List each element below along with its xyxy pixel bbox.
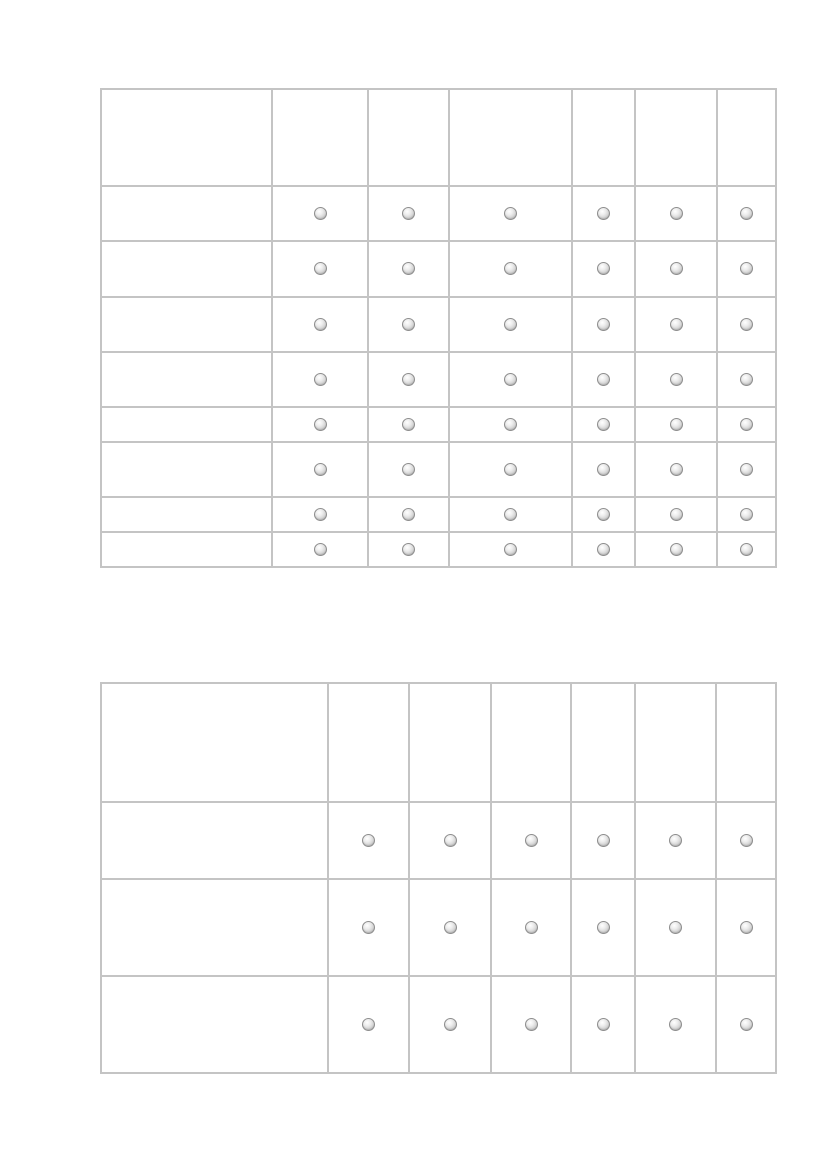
table-row — [101, 241, 776, 297]
column-header-3 — [491, 683, 571, 802]
option-cell — [572, 442, 635, 497]
table-row — [101, 879, 776, 976]
option-cell — [717, 532, 776, 567]
row-label — [101, 802, 328, 879]
matrix1-r5-option-4-radio[interactable] — [597, 418, 610, 431]
option-cell — [272, 297, 368, 352]
option-cell — [635, 407, 717, 442]
option-cell — [571, 976, 635, 1073]
matrix1-r3-option-3-radio[interactable] — [504, 318, 517, 331]
option-cell — [572, 497, 635, 532]
matrix1-r6-option-6-radio[interactable] — [740, 463, 753, 476]
header-row — [101, 683, 776, 802]
row-label — [101, 976, 328, 1073]
option-cell — [449, 407, 572, 442]
matrix2-r3-option-4-radio[interactable] — [597, 1018, 610, 1031]
option-cell — [572, 241, 635, 297]
option-cell — [368, 407, 449, 442]
table-row — [101, 407, 776, 442]
matrix1-r5-option-1-radio[interactable] — [314, 418, 327, 431]
option-cell — [368, 442, 449, 497]
option-cell — [409, 802, 491, 879]
matrix1-r3-option-1-radio[interactable] — [314, 318, 327, 331]
option-cell — [272, 497, 368, 532]
matrix1-r2-option-1-radio[interactable] — [314, 262, 327, 275]
option-cell — [635, 297, 717, 352]
matrix1-r7-option-6-radio[interactable] — [740, 508, 753, 521]
column-header-2 — [409, 683, 491, 802]
matrix2-r3-option-5-radio[interactable] — [669, 1018, 682, 1031]
header-corner-cell — [101, 683, 328, 802]
table-row — [101, 352, 776, 407]
row-label — [101, 186, 272, 241]
option-cell — [491, 976, 571, 1073]
option-cell — [368, 532, 449, 567]
header-corner-cell — [101, 89, 272, 186]
rating-matrix-1 — [100, 88, 777, 568]
option-cell — [717, 241, 776, 297]
row-label — [101, 879, 328, 976]
matrix1-r8-option-5-radio[interactable] — [670, 543, 683, 556]
matrix1-r2-option-2-radio[interactable] — [402, 262, 415, 275]
option-cell — [635, 186, 717, 241]
option-cell — [272, 532, 368, 567]
option-cell — [368, 352, 449, 407]
matrix1-r6-option-4-radio[interactable] — [597, 463, 610, 476]
matrix1-r5-option-2-radio[interactable] — [402, 418, 415, 431]
column-header-6 — [716, 683, 776, 802]
option-cell — [635, 532, 717, 567]
matrix1-r6-option-2-radio[interactable] — [402, 463, 415, 476]
matrix1-r3-option-4-radio[interactable] — [597, 318, 610, 331]
column-header-2 — [368, 89, 449, 186]
option-cell — [717, 297, 776, 352]
table-row — [101, 297, 776, 352]
option-cell — [717, 442, 776, 497]
matrix1-r5-option-6-radio[interactable] — [740, 418, 753, 431]
option-cell — [635, 497, 717, 532]
option-cell — [635, 879, 716, 976]
matrix1-r8-option-2-radio[interactable] — [402, 543, 415, 556]
matrix2-r1-option-1-radio[interactable] — [362, 834, 375, 847]
matrix2-r2-option-4-radio[interactable] — [597, 921, 610, 934]
matrix2-r3-option-1-radio[interactable] — [362, 1018, 375, 1031]
column-header-5 — [635, 683, 716, 802]
matrix2-r2-option-6-radio[interactable] — [740, 921, 753, 934]
matrix1-r5-option-3-radio[interactable] — [504, 418, 517, 431]
matrix2-r1-option-3-radio[interactable] — [525, 834, 538, 847]
column-header-6 — [717, 89, 776, 186]
matrix1-r4-option-2-radio[interactable] — [402, 373, 415, 386]
matrix1-r6-option-5-radio[interactable] — [670, 463, 683, 476]
option-cell — [572, 352, 635, 407]
column-header-3 — [449, 89, 572, 186]
header-row — [101, 89, 776, 186]
option-cell — [635, 802, 716, 879]
option-cell — [368, 241, 449, 297]
matrix1-r2-option-3-radio[interactable] — [504, 262, 517, 275]
column-header-1 — [328, 683, 409, 802]
option-cell — [368, 186, 449, 241]
table-row — [101, 497, 776, 532]
rating-matrix-2 — [100, 682, 777, 1074]
matrix2-r2-option-3-radio[interactable] — [525, 921, 538, 934]
option-cell — [635, 352, 717, 407]
row-label — [101, 497, 272, 532]
column-header-5 — [635, 89, 717, 186]
matrix1-r4-option-3-radio[interactable] — [504, 373, 517, 386]
option-cell — [572, 297, 635, 352]
matrix1-r1-option-1-radio[interactable] — [314, 207, 327, 220]
option-cell — [717, 497, 776, 532]
option-cell — [716, 802, 776, 879]
option-cell — [409, 976, 491, 1073]
option-cell — [409, 879, 491, 976]
matrix2-r3-option-6-radio[interactable] — [740, 1018, 753, 1031]
matrix1-r4-option-6-radio[interactable] — [740, 373, 753, 386]
matrix1-r1-option-3-radio[interactable] — [504, 207, 517, 220]
option-cell — [717, 352, 776, 407]
matrix2-r1-option-5-radio[interactable] — [669, 834, 682, 847]
table-row — [101, 186, 776, 241]
matrix2-r2-option-1-radio[interactable] — [362, 921, 375, 934]
option-cell — [328, 802, 409, 879]
option-cell — [272, 407, 368, 442]
option-cell — [449, 442, 572, 497]
option-cell — [449, 297, 572, 352]
option-cell — [572, 186, 635, 241]
matrix1-r1-option-6-radio[interactable] — [740, 207, 753, 220]
column-header-4 — [572, 89, 635, 186]
matrix1-r3-option-2-radio[interactable] — [402, 318, 415, 331]
option-cell — [571, 879, 635, 976]
matrix1-r6-option-3-radio[interactable] — [504, 463, 517, 476]
option-cell — [717, 407, 776, 442]
matrix2-r1-option-2-radio[interactable] — [444, 834, 457, 847]
matrix1-r1-option-2-radio[interactable] — [402, 207, 415, 220]
matrix1-r4-option-1-radio[interactable] — [314, 373, 327, 386]
matrix1-r8-option-3-radio[interactable] — [504, 543, 517, 556]
option-cell — [491, 879, 571, 976]
option-cell — [368, 297, 449, 352]
option-cell — [571, 802, 635, 879]
matrix1-r1-option-5-radio[interactable] — [670, 207, 683, 220]
option-cell — [491, 802, 571, 879]
matrix2-r2-option-2-radio[interactable] — [444, 921, 457, 934]
matrix1-r7-option-5-radio[interactable] — [670, 508, 683, 521]
matrix2-r1-option-6-radio[interactable] — [740, 834, 753, 847]
option-cell — [572, 407, 635, 442]
matrix1-r1-option-4-radio[interactable] — [597, 207, 610, 220]
matrix1-r3-option-6-radio[interactable] — [740, 318, 753, 331]
option-cell — [272, 186, 368, 241]
matrix1-r7-option-3-radio[interactable] — [504, 508, 517, 521]
matrix1-r2-option-6-radio[interactable] — [740, 262, 753, 275]
option-cell — [635, 241, 717, 297]
matrix1-r5-option-5-radio[interactable] — [670, 418, 683, 431]
table-row — [101, 532, 776, 567]
option-cell — [449, 532, 572, 567]
option-cell — [572, 532, 635, 567]
matrix1-r3-option-5-radio[interactable] — [670, 318, 683, 331]
option-cell — [328, 879, 409, 976]
table-row — [101, 442, 776, 497]
matrix2-r3-option-2-radio[interactable] — [444, 1018, 457, 1031]
row-label — [101, 532, 272, 567]
matrix1-r2-option-5-radio[interactable] — [670, 262, 683, 275]
option-cell — [368, 497, 449, 532]
row-label — [101, 297, 272, 352]
option-cell — [635, 976, 716, 1073]
row-label — [101, 352, 272, 407]
matrix1-r8-option-4-radio[interactable] — [597, 543, 610, 556]
option-cell — [716, 976, 776, 1073]
table-row — [101, 802, 776, 879]
option-cell — [272, 442, 368, 497]
column-header-1 — [272, 89, 368, 186]
matrix1-r2-option-4-radio[interactable] — [597, 262, 610, 275]
matrix1-r7-option-2-radio[interactable] — [402, 508, 415, 521]
option-cell — [272, 352, 368, 407]
option-cell — [635, 442, 717, 497]
matrix1-r4-option-4-radio[interactable] — [597, 373, 610, 386]
option-cell — [716, 879, 776, 976]
option-cell — [449, 186, 572, 241]
matrix1-r8-option-1-radio[interactable] — [314, 543, 327, 556]
option-cell — [717, 186, 776, 241]
matrix1-r6-option-1-radio[interactable] — [314, 463, 327, 476]
matrix1-r7-option-4-radio[interactable] — [597, 508, 610, 521]
option-cell — [449, 497, 572, 532]
option-cell — [449, 241, 572, 297]
row-label — [101, 442, 272, 497]
column-header-4 — [571, 683, 635, 802]
matrix1-r8-option-6-radio[interactable] — [740, 543, 753, 556]
matrix2-r1-option-4-radio[interactable] — [597, 834, 610, 847]
row-label — [101, 241, 272, 297]
option-cell — [449, 352, 572, 407]
table-row — [101, 976, 776, 1073]
matrix1-r4-option-5-radio[interactable] — [670, 373, 683, 386]
matrix1-r7-option-1-radio[interactable] — [314, 508, 327, 521]
matrix2-r2-option-5-radio[interactable] — [669, 921, 682, 934]
matrix2-r3-option-3-radio[interactable] — [525, 1018, 538, 1031]
row-label — [101, 407, 272, 442]
option-cell — [272, 241, 368, 297]
option-cell — [328, 976, 409, 1073]
